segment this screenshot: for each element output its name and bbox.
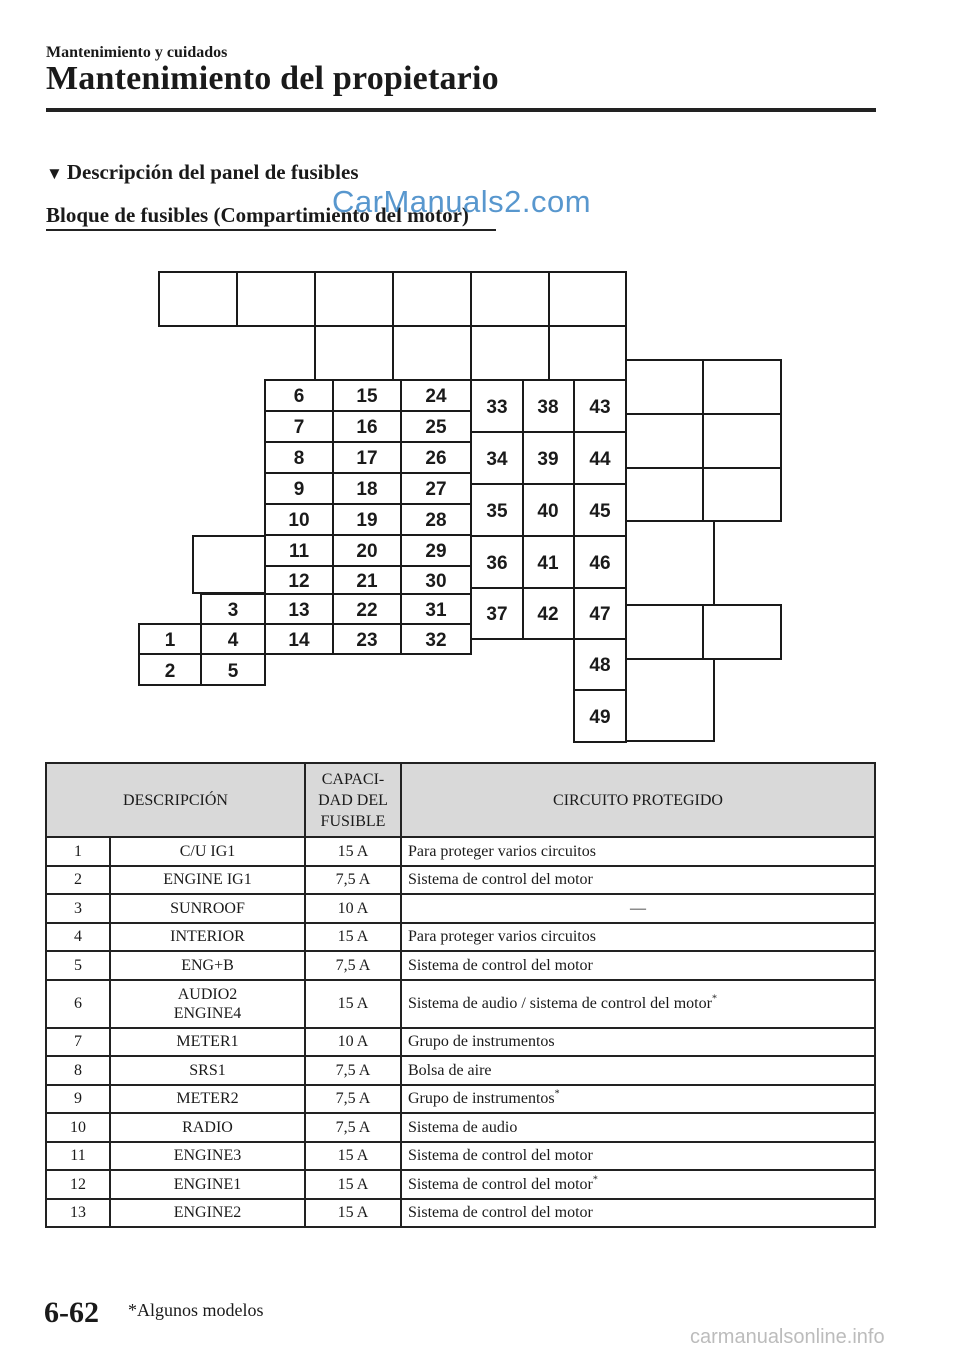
fuse-label: 5 — [227, 661, 239, 682]
fuse-number: 9 — [46, 1085, 110, 1114]
fuse-label: 12 — [288, 571, 310, 592]
fuse-capacity: 7,5 A — [305, 866, 401, 895]
fuse-number: 2 — [46, 866, 110, 895]
fuse-number: 1 — [46, 837, 110, 866]
fuse-label: 43 — [589, 397, 611, 418]
relay-cell — [315, 326, 393, 380]
fuse-capacity: 15 A — [305, 980, 401, 1028]
header-capacity-line: DAD DEL — [318, 791, 388, 809]
fuse-label: 45 — [589, 501, 611, 522]
site-watermark: carmanualsonline.info — [690, 1326, 885, 1348]
fuse-number: 6 — [46, 980, 110, 1028]
block-title-underline — [46, 229, 496, 231]
table-row — [46, 980, 875, 1028]
protected-circuit-text: Sistema de control del motor — [408, 1175, 593, 1193]
relay-cell — [471, 272, 549, 326]
protected-circuit: Para proteger varios circuitos — [401, 923, 875, 952]
fuse-cell — [139, 624, 201, 654]
footnote-marker: * — [554, 1088, 560, 1100]
fuse-capacity: 15 A — [305, 1142, 401, 1171]
fuse-cell — [333, 411, 401, 442]
fuse-cell — [265, 411, 333, 442]
protected-circuit: Sistema de control del motor — [401, 866, 875, 895]
relay-cell — [393, 326, 471, 380]
fuse-label: 10 — [288, 510, 310, 531]
fuse-table — [45, 762, 876, 1228]
fuse-description-line: AUDIO2 — [177, 985, 238, 1003]
table-row — [46, 1199, 875, 1228]
fuse-cell — [333, 442, 401, 473]
fuse-capacity: 15 A — [305, 837, 401, 866]
fuse-cell — [574, 484, 626, 536]
fuse-number: 4 — [46, 923, 110, 952]
fuse-description: C/U IG1 — [110, 837, 305, 866]
relay-cell — [549, 326, 626, 380]
fuse-cell — [401, 380, 471, 411]
fuse-cell — [201, 594, 265, 624]
fuse-label: 49 — [589, 707, 611, 728]
fuse-label: 39 — [537, 449, 559, 470]
fuse-number: 11 — [46, 1142, 110, 1171]
section-label: Mantenimiento y cuidados — [46, 44, 228, 61]
fuse-cell — [265, 473, 333, 504]
fuse-label: 16 — [356, 417, 378, 438]
fuse-cell — [201, 624, 265, 654]
fuse-cell — [523, 380, 574, 432]
fuse-description: METER2 — [110, 1085, 305, 1114]
fuse-description-line: ENGINE4 — [173, 1004, 242, 1022]
table-row — [46, 923, 875, 952]
fuse-cell — [401, 473, 471, 504]
fuse-label: 2 — [164, 661, 176, 682]
fuse-cell — [265, 442, 333, 473]
fuse-cell — [471, 536, 523, 588]
table-row — [46, 1170, 875, 1199]
relay-cell — [193, 536, 265, 593]
fuse-cell — [139, 654, 201, 685]
protected-circuit: Sistema de control del motor — [401, 1142, 875, 1171]
footnote-marker: * — [711, 993, 717, 1005]
fuse-cell — [265, 380, 333, 411]
table-row — [46, 1113, 875, 1142]
fuse-cell — [574, 432, 626, 484]
fuse-capacity: 15 A — [305, 923, 401, 952]
fuse-cell — [401, 504, 471, 535]
fuse-label: 44 — [589, 449, 611, 470]
fuse-cell — [401, 566, 471, 594]
fuse-cell — [401, 411, 471, 442]
relay-cell — [237, 272, 315, 326]
relay-cell — [703, 605, 781, 659]
fuse-cell — [401, 594, 471, 624]
fuse-label: 47 — [589, 604, 611, 625]
fuse-label: 14 — [288, 630, 310, 651]
fuse-label: 8 — [293, 448, 305, 469]
fuse-label: 37 — [486, 604, 508, 625]
fuse-label: 35 — [486, 501, 508, 522]
fuse-cell — [333, 504, 401, 535]
fuse-capacity: 7,5 A — [305, 1113, 401, 1142]
fuse-label: 11 — [288, 541, 310, 562]
fuse-number: 3 — [46, 894, 110, 923]
fuse-cell — [523, 484, 574, 536]
fuse-cell — [471, 484, 523, 536]
fuse-cell — [333, 380, 401, 411]
fuse-label: 7 — [293, 417, 305, 438]
fuse-cell — [523, 588, 574, 639]
fuse-label: 34 — [486, 449, 508, 470]
relay-cell — [626, 659, 714, 741]
fuse-cell — [401, 442, 471, 473]
fuse-label: 24 — [425, 386, 447, 407]
fuse-label: 1 — [164, 630, 176, 651]
fuse-capacity: 7,5 A — [305, 1085, 401, 1114]
fuse-cell — [574, 380, 626, 432]
header-circuit: CIRCUITO PROTEGIDO — [401, 763, 875, 837]
relay-cell — [626, 468, 703, 521]
fuse-cell — [265, 504, 333, 535]
protected-circuit — [401, 1085, 875, 1114]
fuse-cell — [333, 473, 401, 504]
protected-circuit: Sistema de audio — [401, 1113, 875, 1142]
fuse-label: 28 — [425, 510, 447, 531]
table-row — [46, 1028, 875, 1057]
fuse-number: 7 — [46, 1028, 110, 1057]
fuse-description: ENGINE1 — [110, 1170, 305, 1199]
fuse-label: 23 — [356, 630, 378, 651]
fuse-label: 33 — [486, 397, 508, 418]
fuse-description: SUNROOF — [110, 894, 305, 923]
protected-circuit — [401, 1170, 875, 1199]
fuse-cell — [333, 594, 401, 624]
protected-circuit-text: Grupo de instrumentos — [408, 1090, 555, 1108]
fuse-cell — [201, 654, 265, 685]
fuse-description: METER1 — [110, 1028, 305, 1057]
fuse-description: ENGINE IG1 — [110, 866, 305, 895]
header-description: DESCRIPCIÓN — [46, 763, 305, 837]
fuse-label: 20 — [356, 541, 378, 562]
table-row — [46, 951, 875, 980]
fuse-cell — [471, 432, 523, 484]
fuse-cell — [265, 535, 333, 566]
fuse-label: 25 — [425, 417, 447, 438]
relay-cell — [626, 414, 703, 468]
fuse-capacity: 15 A — [305, 1199, 401, 1228]
fuse-number: 8 — [46, 1056, 110, 1085]
fuse-label: 48 — [589, 655, 611, 676]
relay-cell — [703, 468, 781, 521]
subheading — [46, 160, 359, 185]
fuse-label: 26 — [425, 448, 447, 469]
fuse-labels — [165, 386, 611, 728]
block-title: Bloque de fusibles (Compartimiento del motor) — [46, 203, 469, 227]
fuse-cell — [523, 536, 574, 588]
fuse-label: 30 — [425, 571, 447, 592]
footnote: *Algunos modelos — [128, 1300, 264, 1320]
fuse-cell — [265, 594, 333, 624]
fuse-capacity: 7,5 A — [305, 951, 401, 980]
fuse-cell — [471, 380, 523, 432]
fuse-cell — [333, 566, 401, 594]
fuse-cell — [574, 536, 626, 588]
relay-cell — [626, 360, 703, 414]
fuse-description: ENG+B — [110, 951, 305, 980]
relay-cell — [549, 272, 626, 326]
page-title: Mantenimiento del propietario — [46, 60, 499, 97]
fuse-cell — [401, 535, 471, 566]
fuse-label: 46 — [589, 553, 611, 574]
table-row — [46, 1142, 875, 1171]
fuse-label: 4 — [227, 630, 239, 651]
fuse-cell — [574, 639, 626, 690]
fuse-label: 27 — [425, 479, 447, 500]
table-header-row — [46, 763, 875, 837]
fuse-cell — [574, 588, 626, 639]
table-row — [46, 837, 875, 866]
header-capacity-line: FUSIBLE — [320, 812, 386, 830]
fuse-capacity: 15 A — [305, 1170, 401, 1199]
protected-circuit — [401, 980, 875, 1028]
relay-cell — [159, 272, 237, 326]
fuse-description: ENGINE2 — [110, 1199, 305, 1228]
fuse-label: 9 — [293, 479, 305, 500]
protected-circuit: Grupo de instrumentos — [401, 1028, 875, 1057]
fuse-label: 13 — [288, 600, 310, 621]
protected-circuit: Bolsa de aire — [401, 1056, 875, 1085]
fuse-label: 15 — [356, 386, 378, 407]
fuse-cell — [333, 535, 401, 566]
fuse-label: 31 — [425, 600, 447, 621]
fuse-label: 19 — [356, 510, 378, 531]
fuse-cells — [139, 272, 781, 742]
fuse-label: 29 — [425, 541, 447, 562]
relay-cell — [315, 272, 393, 326]
table-row — [46, 1056, 875, 1085]
fuse-number: 13 — [46, 1199, 110, 1228]
fuse-label: 3 — [227, 600, 239, 621]
header-capacity-line: CAPACI- — [321, 770, 385, 788]
fuse-label: 17 — [356, 448, 378, 469]
fuse-capacity: 10 A — [305, 894, 401, 923]
fuse-description — [110, 980, 305, 1028]
fuse-cell — [401, 624, 471, 654]
protected-circuit: Para proteger varios circuitos — [401, 837, 875, 866]
relay-cell — [471, 326, 549, 380]
fuse-label: 22 — [356, 600, 378, 621]
fuse-label: 40 — [537, 501, 559, 522]
fuse-description: ENGINE3 — [110, 1142, 305, 1171]
relay-cell — [703, 414, 781, 468]
fuse-cell — [574, 690, 626, 742]
fuse-number: 10 — [46, 1113, 110, 1142]
relay-cell — [626, 521, 714, 605]
fuse-cell — [333, 624, 401, 654]
fuse-label: 36 — [486, 553, 508, 574]
protected-circuit-text: Sistema de audio / sistema de control del motor — [408, 995, 712, 1012]
fuse-number: 12 — [46, 1170, 110, 1199]
header-capacity — [305, 763, 401, 837]
protected-circuit: ― — [401, 894, 875, 923]
fuse-label: 38 — [537, 397, 559, 418]
fuse-label: 42 — [537, 604, 559, 625]
relay-cell — [393, 272, 471, 326]
table-row — [46, 1085, 875, 1114]
fuse-description: INTERIOR — [110, 923, 305, 952]
fuse-cell — [523, 432, 574, 484]
fuse-capacity: 7,5 A — [305, 1056, 401, 1085]
fuse-label: 6 — [293, 386, 305, 407]
watermark: CarManuals2.com — [332, 184, 592, 219]
fuse-label: 32 — [425, 630, 447, 651]
page-number: 6-62 — [44, 1296, 99, 1329]
footnote-marker: * — [592, 1174, 598, 1186]
triangle-down-icon: ▼ — [46, 164, 63, 183]
fuse-label: 21 — [356, 571, 378, 592]
fuse-label: 18 — [356, 479, 378, 500]
fuse-number: 5 — [46, 951, 110, 980]
relay-cell — [626, 605, 703, 659]
relay-cell — [703, 360, 781, 414]
protected-circuit: Sistema de control del motor — [401, 1199, 875, 1228]
table-row — [46, 894, 875, 923]
fuse-cell — [471, 588, 523, 639]
fuse-cell — [265, 624, 333, 654]
fuse-description: SRS1 — [110, 1056, 305, 1085]
table-row — [46, 866, 875, 895]
fuse-label: 41 — [537, 553, 559, 574]
subheading-text: Descripción del panel de fusibles — [66, 160, 359, 184]
protected-circuit: Sistema de control del motor — [401, 951, 875, 980]
fuse-cell — [265, 566, 333, 594]
fuse-capacity: 10 A — [305, 1028, 401, 1057]
title-divider — [46, 108, 876, 112]
fuse-description: RADIO — [110, 1113, 305, 1142]
